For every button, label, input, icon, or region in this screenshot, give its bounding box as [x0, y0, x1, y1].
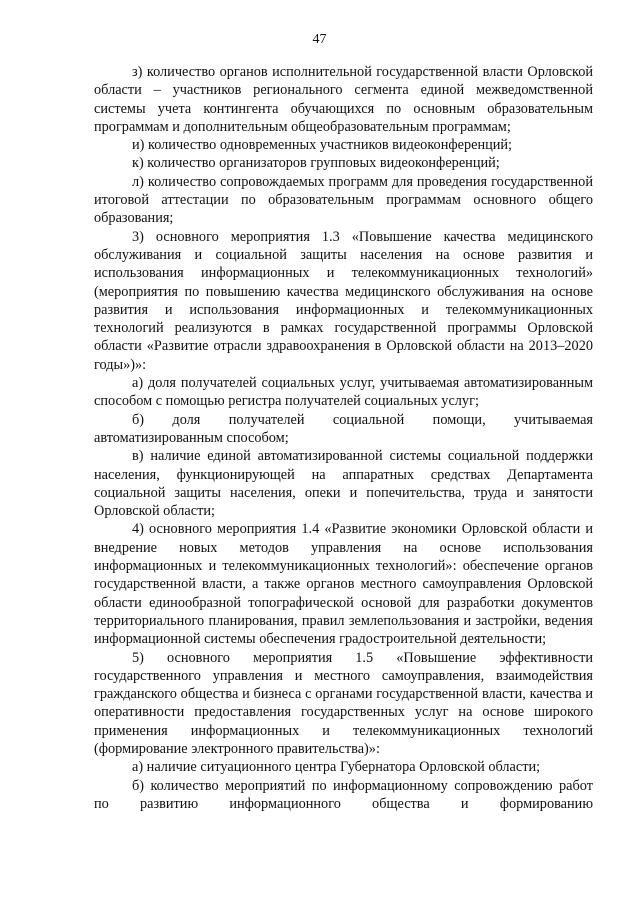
paragraph: в) наличие единой автоматизированной системы социальной поддержки населения, функционирующей на аппаратных средствах Департамента социальной защиты населения, опеки и попечительства, труда и занятости Орловской области; — [94, 448, 593, 520]
paragraph: б) количество мероприятий по информационному сопровождению работ по развитию информационного общества и формированию — [94, 777, 593, 812]
paragraph: и) количество одновременных участников видеоконференций; — [132, 137, 513, 154]
paragraph: к) количество организаторов групповых видеоконференций; — [132, 155, 500, 172]
paragraph: б) доля получателей социальной помощи, учитываемая автоматизированным способом; — [94, 411, 593, 446]
paragraph: л) количество сопровождаемых программ для проведения государственной итоговой аттестации по образовательным программам основного общего образования; — [94, 173, 593, 227]
paragraph: 4) основного мероприятия 1.4 «Развитие экономики Орловской области и внедрение новых методов управления на основе использования информационных и телекоммуникационных технологий»: обеспечение органов государственной власти, а также органов местного самоуправления Орловской области единообразной топографической основой для разработки документов территориального планирования, правил землепользования и застройки, ведения информационной системы обеспечения градостроительной деятельности; — [94, 521, 593, 648]
paragraph: з) количество органов исполнительной государственной власти Орловской области – участников регионального сегмента единой межведомственной системы учета контингента обучающихся по основным образовательным программам и дополнительным общеобразовательным программам; — [94, 64, 593, 135]
paragraph: а) доля получателей социальных услуг, учитываемая автоматизированным способом с помощью регистра получателей социальных услуг; — [94, 375, 593, 410]
paragraph: 5) основного мероприятия 1.5 «Повышение эффективности государственного управления и местного самоуправления, взаимодействия гражданского общества и бизнеса с органами государственной власти, качества и оперативности предоставления государственных услуг на основе широкого применения информационных и телекоммуникационных технологий (формирование электронного правительства)»: — [94, 649, 593, 757]
document-body — [94, 63, 593, 813]
paragraph: а) наличие ситуационного центра Губернатора Орловской области; — [132, 759, 541, 776]
paragraph: 3) основного мероприятия 1.3 «Повышение качества медицинского обслуживания и социальной защиты населения на основе развития и использования информационных и телекоммуникационных технологий» (мероприятия по повышению качества медицинского обслуживания на основе развития и использования информационных и телекоммуникационных технологий реализуются в рамках государственной программы Орловской области «Развитие отрасли здравоохранения в Орловской области на 2013–2020 годы»)»: — [94, 228, 593, 373]
page-number: 47 — [312, 32, 327, 47]
